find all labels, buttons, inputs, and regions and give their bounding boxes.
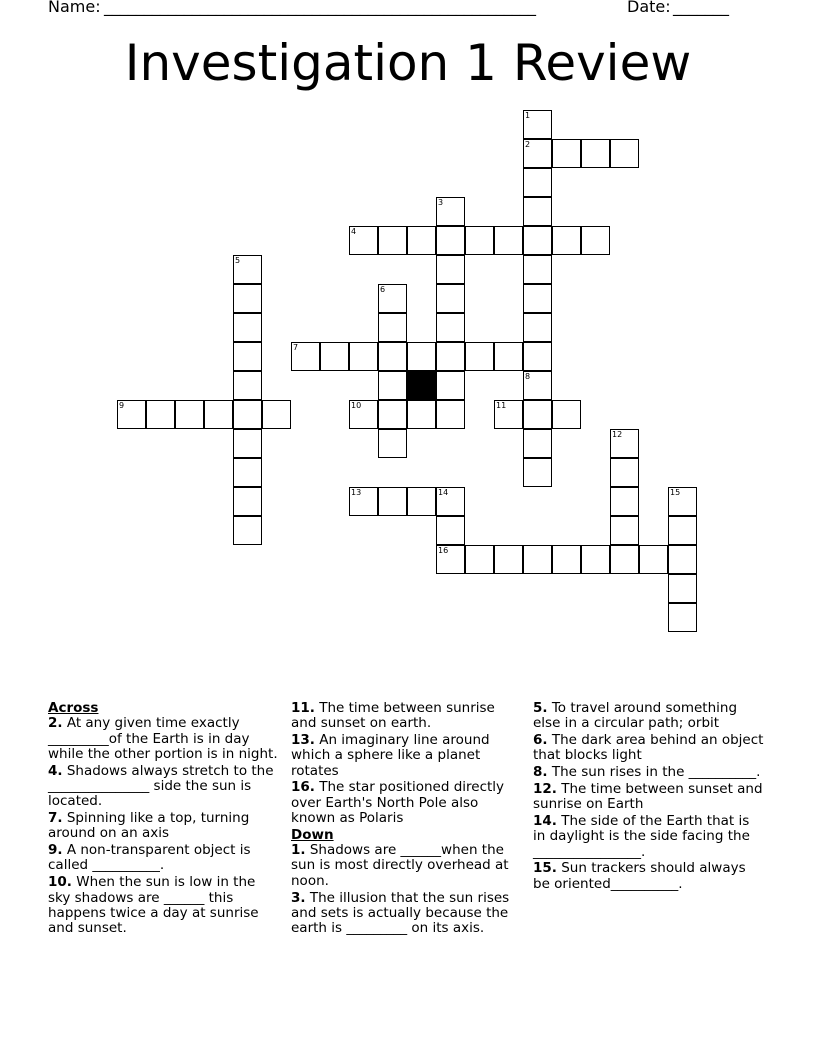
cell-number: 6 [380, 285, 386, 294]
crossword-cell[interactable] [349, 487, 378, 516]
crossword-cell[interactable] [581, 139, 610, 168]
clue-item [533, 861, 765, 892]
crossword-cell[interactable] [523, 342, 552, 371]
crossword-cell[interactable] [668, 574, 697, 603]
clue-text: The sun rises in the __________. [551, 764, 761, 781]
clue-text: The illusion that the sun rises and sets is actually because the earth is _________ on its axis. [291, 889, 510, 937]
crossword-cell[interactable] [552, 400, 581, 429]
cell-number: 14 [438, 488, 449, 497]
crossword-cell[interactable] [291, 342, 320, 371]
crossword-cell[interactable] [407, 226, 436, 255]
crossword-cell[interactable] [494, 400, 523, 429]
crossword-cell[interactable] [407, 487, 436, 516]
crossword-cell[interactable] [233, 284, 262, 313]
crossword-cell[interactable] [117, 400, 146, 429]
cell-number: 3 [438, 198, 444, 207]
clue-text: The time between sunrise and sunset on earth. [291, 700, 495, 732]
clue-item [533, 814, 765, 860]
clue-text: A non-transparent object is called __________. [48, 842, 251, 874]
crossword-cell[interactable] [233, 313, 262, 342]
crossword-cell[interactable] [523, 371, 552, 400]
cell-number: 10 [351, 401, 362, 410]
clue-item [291, 891, 523, 937]
clue-text: The time between sunset and sunrise on Earth [533, 780, 763, 813]
across-heading: Across [48, 700, 99, 716]
crossword-cell[interactable] [233, 516, 262, 545]
clue-item [533, 782, 765, 813]
clue-text: At any given time exactly _________of the Earth is in day while the other portion is in night. [48, 715, 278, 762]
clue-column-1 [48, 701, 280, 938]
date-label: Date: [627, 0, 671, 16]
cell-number: 9 [119, 401, 125, 410]
clue-number: 13. [291, 732, 315, 749]
clue-item [533, 701, 765, 732]
crossword-cell[interactable] [378, 284, 407, 313]
crossword-cell[interactable] [465, 226, 494, 255]
crossword-cell[interactable] [378, 400, 407, 429]
crossword-cell[interactable] [436, 255, 465, 284]
clue-column-2 [291, 701, 523, 938]
name-label: Name: [48, 0, 101, 16]
crossword-cell[interactable] [581, 226, 610, 255]
crossword-cell[interactable] [610, 429, 639, 458]
crossword-cell[interactable] [436, 545, 465, 574]
clue-number: 14. [533, 813, 557, 830]
crossword-cell[interactable] [523, 284, 552, 313]
across-clue-list-continued [291, 701, 523, 826]
crossword-cell[interactable] [523, 255, 552, 284]
crossword-cell[interactable] [233, 371, 262, 400]
crossword-cell[interactable] [349, 342, 378, 371]
crossword-cell[interactable] [175, 400, 204, 429]
crossword-cell[interactable] [581, 545, 610, 574]
crossword-cell[interactable] [610, 545, 639, 574]
crossword-cell[interactable] [262, 400, 291, 429]
clue-item [291, 701, 523, 732]
clue-text: The star positioned directly over Earth's North Pole also known as Polaris [291, 779, 505, 827]
crossword-cell[interactable] [436, 313, 465, 342]
crossword-cell[interactable] [378, 226, 407, 255]
crossword-cell[interactable] [552, 545, 581, 574]
clue-text: Spinning like a top, turning around on an axis [48, 810, 250, 842]
crossword-cell[interactable] [668, 603, 697, 632]
clue-item [48, 764, 280, 810]
cell-number: 13 [351, 488, 362, 497]
crossword-cell[interactable] [233, 429, 262, 458]
clue-text: An imaginary line around which a sphere like a planet rotates [291, 732, 490, 779]
crossword-cell[interactable] [378, 429, 407, 458]
clue-item [291, 733, 523, 779]
crossword-cell[interactable] [436, 487, 465, 516]
crossword-cell[interactable] [552, 139, 581, 168]
clue-number: 2. [48, 715, 63, 732]
clue-item [291, 843, 523, 889]
cell-number: 12 [612, 430, 623, 439]
clue-column-3 [533, 701, 765, 894]
clue-text: Shadows are ______when the sun is most directly overhead at noon. [291, 842, 509, 889]
crossword-cell[interactable] [668, 545, 697, 574]
clue-item [48, 875, 280, 936]
down-heading: Down [291, 826, 334, 843]
crossword-cell[interactable] [349, 226, 378, 255]
crossword-cell[interactable] [349, 400, 378, 429]
crossword-cell[interactable] [523, 139, 552, 168]
crossword-cell[interactable] [523, 313, 552, 342]
clue-item [48, 843, 280, 874]
clue-item [291, 780, 523, 826]
crossword-cell[interactable] [494, 545, 523, 574]
cell-number: 7 [293, 343, 299, 352]
clue-number: 7. [48, 810, 63, 827]
clue-number: 5. [533, 700, 548, 716]
clue-number: 16. [291, 779, 315, 796]
crossword-black-cell [407, 371, 436, 400]
cell-number: 8 [525, 372, 531, 381]
cell-number: 4 [351, 227, 357, 236]
crossword-cell[interactable] [639, 545, 668, 574]
crossword-cell[interactable] [494, 342, 523, 371]
crossword-cell[interactable] [610, 139, 639, 168]
down-clue-list [291, 843, 523, 936]
clue-item [48, 811, 280, 842]
crossword-cell[interactable] [436, 284, 465, 313]
crossword-cell[interactable] [233, 342, 262, 371]
crossword-cell[interactable] [320, 342, 349, 371]
crossword-cell[interactable] [436, 400, 465, 429]
crossword-cell[interactable] [378, 313, 407, 342]
crossword-cell[interactable] [233, 487, 262, 516]
crossword-cell[interactable] [523, 110, 552, 139]
crossword-cell[interactable] [378, 487, 407, 516]
clue-number: 9. [48, 842, 63, 859]
crossword-cell[interactable] [436, 197, 465, 226]
crossword-cell[interactable] [233, 400, 262, 429]
crossword-cell[interactable] [523, 545, 552, 574]
clue-number: 15. [533, 860, 557, 877]
page-title: Investigation 1 Review [124, 34, 692, 92]
crossword-cell[interactable] [436, 516, 465, 545]
clue-number: 12. [533, 780, 557, 797]
crossword-cell[interactable] [233, 458, 262, 487]
crossword-cell[interactable] [523, 226, 552, 255]
crossword-cell[interactable] [436, 342, 465, 371]
clue-item [533, 733, 765, 764]
cell-number: 2 [525, 140, 531, 149]
crossword-cell[interactable] [610, 458, 639, 487]
cell-number: 16 [438, 546, 449, 555]
clue-text: The side of the Earth that is in daylight is the side facing the ________________. [533, 813, 750, 860]
cell-number: 1 [525, 111, 531, 120]
clue-number: 10. [48, 874, 72, 891]
clue-text: Shadows always stretch to the _______________ side the sun is located. [48, 762, 274, 810]
crossword-cell[interactable] [523, 429, 552, 458]
clue-number: 11. [291, 700, 315, 716]
crossword-cell[interactable] [523, 458, 552, 487]
cell-number: 15 [670, 488, 681, 497]
crossword-cell[interactable] [465, 545, 494, 574]
crossword-cell[interactable] [204, 400, 233, 429]
clue-number: 4. [48, 762, 63, 779]
date-blank[interactable]: _______ [673, 0, 729, 16]
clue-text: Sun trackers should always be oriented__________. [533, 860, 746, 892]
crossword-cell[interactable] [523, 197, 552, 226]
crossword-cell[interactable] [146, 400, 175, 429]
crossword-cell[interactable] [436, 371, 465, 400]
crossword-cell[interactable] [378, 342, 407, 371]
cell-number: 11 [496, 401, 507, 410]
crossword-cell[interactable] [407, 400, 436, 429]
clue-text: To travel around something else in a circular path; orbit [533, 700, 738, 732]
crossword-cell[interactable] [465, 342, 494, 371]
clue-item [533, 765, 765, 780]
clue-number: 6. [533, 732, 548, 749]
crossword-cell[interactable] [523, 400, 552, 429]
clue-text: When the sun is low in the sky shadows are ______ this happens twice a day at sunrise and sunset. [48, 874, 259, 937]
crossword-cell[interactable] [378, 371, 407, 400]
clue-number: 1. [291, 842, 306, 859]
clue-item [48, 716, 280, 762]
crossword-cell[interactable] [610, 487, 639, 516]
crossword-cell[interactable] [523, 168, 552, 197]
name-blank[interactable]: ______________________________________________________ [104, 0, 536, 16]
down-clue-list-continued [533, 701, 765, 892]
clue-number: 3. [291, 889, 306, 906]
across-clue-list [48, 716, 280, 936]
cell-number: 5 [235, 256, 241, 265]
clue-number: 8. [533, 764, 548, 781]
crossword-cell[interactable] [407, 342, 436, 371]
crossword-cell[interactable] [436, 226, 465, 255]
crossword-cell[interactable] [233, 255, 262, 284]
crossword-cell[interactable] [552, 226, 581, 255]
crossword-cell[interactable] [668, 516, 697, 545]
clue-text: The dark area behind an object that blocks light [533, 732, 764, 764]
crossword-cell[interactable] [494, 226, 523, 255]
crossword-cell[interactable] [668, 487, 697, 516]
crossword-cell[interactable] [610, 516, 639, 545]
